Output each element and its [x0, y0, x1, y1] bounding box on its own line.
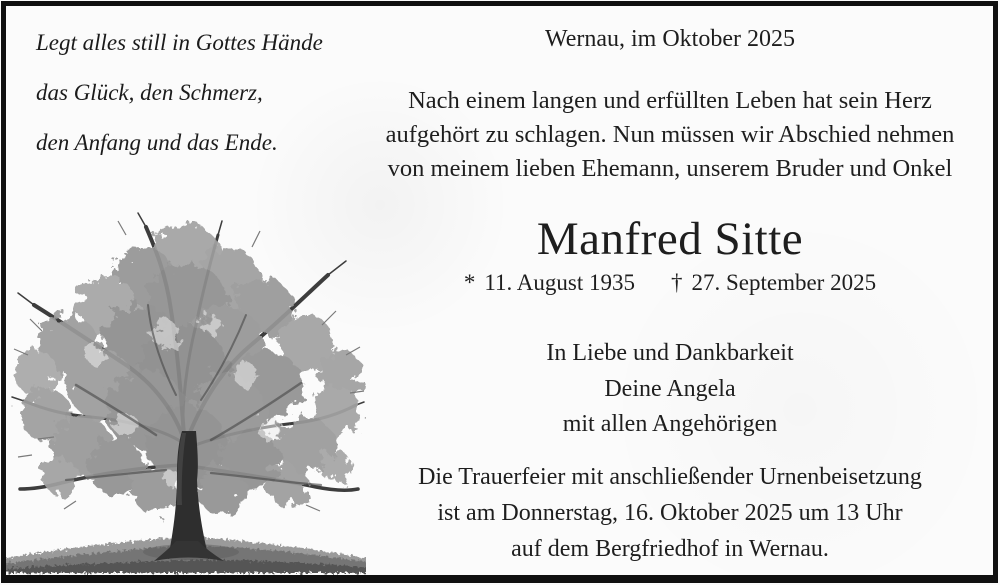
- death-date: [671, 270, 876, 295]
- birth-date-text: 11. August 1935: [484, 270, 635, 295]
- farewell-line: Deine Angela: [604, 375, 736, 402]
- farewell-text: [348, 336, 992, 443]
- tree-photo: [6, 205, 366, 575]
- announcement-text: [348, 84, 992, 186]
- funeral-line: ist am Donnerstag, 16. Oktober 2025 um 13 Uhr: [437, 499, 903, 526]
- notice-body: [348, 0, 992, 567]
- death-symbol: †: [670, 270, 683, 295]
- tree-illustration: [6, 205, 366, 575]
- epigraph-line: den Anfang und das Ende.: [36, 130, 278, 155]
- funeral-line: auf dem Bergfriedhof in Wernau.: [511, 535, 829, 562]
- announcement-line: aufgehört zu schlagen. Nun müssen wir Abschied nehmen: [385, 121, 955, 148]
- dateline: Wernau, im Oktober 2025: [544, 26, 795, 52]
- epigraph-line: das Glück, den Schmerz,: [36, 80, 263, 105]
- announcement-line: Nach einem langen und erfüllten Leben hat sein Herz: [408, 87, 932, 114]
- birth-symbol: *: [463, 270, 476, 295]
- deceased-name: Manfred Sitte: [536, 213, 804, 265]
- funeral-line: Die Trauerfeier mit anschließender Urnenbeisetzung: [418, 463, 922, 490]
- birth-date: [464, 270, 635, 295]
- epigraph-line: Legt alles still in Gottes Hände: [36, 30, 323, 55]
- death-date-text: 27. September 2025: [691, 270, 877, 295]
- epigraph: [36, 18, 366, 168]
- farewell-line: mit allen Angehörigen: [562, 411, 778, 437]
- funeral-info: [348, 459, 992, 567]
- announcement-line: von meinem lieben Ehemann, unserem Bruder und Onkel: [387, 155, 953, 182]
- farewell-line: In Liebe und Dankbarkeit: [546, 340, 794, 366]
- life-dates: [348, 270, 992, 296]
